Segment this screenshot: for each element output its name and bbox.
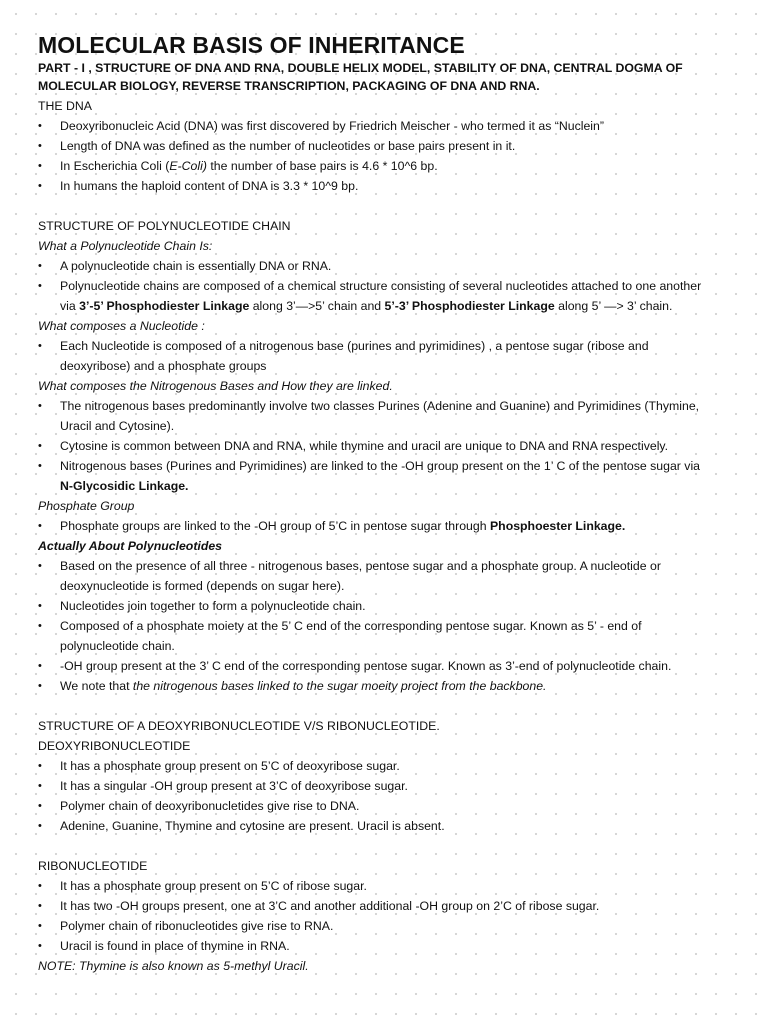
list-item: • -OH group present at the 3’ C end of the corresponding pentose sugar. Known as 3’-end of polynucleotide chain. xyxy=(38,656,738,676)
list-item: • In humans the haploid content of DNA is 3.3 * 10^9 bp. xyxy=(38,176,738,196)
list-item: • Based on the presence of all three - nitrogenous bases, pentose sugar and a phosphate group. A nucleotide or xyxy=(38,556,738,576)
document-subtitle-line-2: MOLECULAR BIOLOGY, REVERSE TRANSCRIPTION, PACKAGING OF DNA AND RNA. xyxy=(38,79,540,93)
list-item: • Polymer chain of deoxyribonucletides give rise to DNA. xyxy=(38,796,738,816)
list-item: • We note that the nitrogenous bases linked to the sugar moeity project from the backbone. xyxy=(38,676,738,696)
subheading: What a Polynucleotide Chain Is: xyxy=(38,239,213,253)
subheading: What composes a Nucleotide : xyxy=(38,319,205,333)
list-item: • It has two -OH groups present, one at 3’C and another additional -OH group on 2’C of ribose sugar. xyxy=(38,896,738,916)
list-item: • Nucleotides join together to form a polynucleotide chain. xyxy=(38,596,738,616)
document-subtitle-line-1: PART - I , STRUCTURE OF DNA AND RNA, DOUBLE HELIX MODEL, STABILITY OF DNA, CENTRAL DOGMA OF xyxy=(38,61,683,75)
section-heading-ribonucleotide: RIBONUCLEOTIDE xyxy=(38,859,148,873)
list-item: • Each Nucleotide is composed of a nitrogenous base (purines and pyrimidines) , a pentose sugar (ribose and xyxy=(38,336,738,356)
document-title: MOLECULAR BASIS OF INHERITANCE xyxy=(38,32,465,58)
list-item: • It has a phosphate group present on 5’C of ribose sugar. xyxy=(38,876,738,896)
list-item: • Nitrogenous bases (Purines and Pyrimidines) are linked to the -OH group present on the 1’ C of the pentose sugar via xyxy=(38,456,738,476)
list-item-continuation: N-Glycosidic Linkage. xyxy=(60,479,189,493)
section-spacer xyxy=(38,196,738,216)
list-item: • It has a phosphate group present on 5’C of deoxyribose sugar. xyxy=(38,756,738,776)
list-item: • The nitrogenous bases predominantly involve two classes Purines (Adenine and Guanine) and Pyrimidines (Thymine, xyxy=(38,396,738,416)
list-item-continuation: Uracil and Cytosine). xyxy=(60,419,175,433)
list-item: • In Escherichia Coli (E-Coli) the number of base pairs is 4.6 * 10^6 bp. xyxy=(38,156,738,176)
list-item: • Length of DNA was defined as the number of nucleotides or base pairs present in it. xyxy=(38,136,738,156)
list-item: • Adenine, Guanine, Thymine and cytosine are present. Uracil is absent. xyxy=(38,816,738,836)
section-heading-polynucleotide: STRUCTURE OF POLYNUCLEOTIDE CHAIN xyxy=(38,219,291,233)
list-item: • Uracil is found in place of thymine in RNA. xyxy=(38,936,738,956)
list-item: • Polynucleotide chains are composed of a chemical structure consisting of several nucleotides attached to one another xyxy=(38,276,738,296)
list-item-continuation: via 3’-5’ Phosphodiester Linkage along 3’—>5’ chain and 5’-3’ Phosphodiester Linkage along 5’ —> 3’ chain. xyxy=(60,299,673,313)
section-heading-deoxy-vs-ribo: STRUCTURE OF A DEOXYRIBONUCLEOTIDE V/S RIBONUCLEOTIDE. xyxy=(38,719,440,733)
subheading: What composes the Nitrogenous Bases and How they are linked. xyxy=(38,379,393,393)
subheading: Phosphate Group xyxy=(38,499,135,513)
list-item: • It has a singular -OH group present at 3’C of deoxyribose sugar. xyxy=(38,776,738,796)
note: NOTE: Thymine is also known as 5-methyl Uracil. xyxy=(38,959,309,973)
list-item: • Cytosine is common between DNA and RNA, while thymine and uracil are unique to DNA and RNA respectively. xyxy=(38,436,738,456)
section-heading-dna: THE DNA xyxy=(38,99,92,113)
subheading: DEOXYRIBONUCLEOTIDE xyxy=(38,739,191,753)
list-item-continuation: deoxyribose) and a phosphate groups xyxy=(60,359,267,373)
subheading: Actually About Polynucleotides xyxy=(38,539,223,553)
list-item-continuation: polynucleotide chain. xyxy=(60,639,175,653)
list-item-continuation: deoxynucleotide is formed (depends on sugar here). xyxy=(60,579,345,593)
list-item: • Deoxyribonucleic Acid (DNA) was first discovered by Friedrich Meischer - who termed it as “Nuclein” xyxy=(38,116,738,136)
section-spacer xyxy=(38,696,738,716)
list-item: • Composed of a phosphate moiety at the 5’ C end of the corresponding pentose sugar. Known as 5’ - end of xyxy=(38,616,738,636)
list-item: • Polymer chain of ribonucleotides give rise to RNA. xyxy=(38,916,738,936)
list-item: • A polynucleotide chain is essentially DNA or RNA. xyxy=(38,256,738,276)
section-spacer xyxy=(38,836,738,856)
list-item: • Phosphate groups are linked to the -OH group of 5’C in pentose sugar through Phosphoester Linkage. xyxy=(38,516,738,536)
document-page xyxy=(38,30,738,976)
